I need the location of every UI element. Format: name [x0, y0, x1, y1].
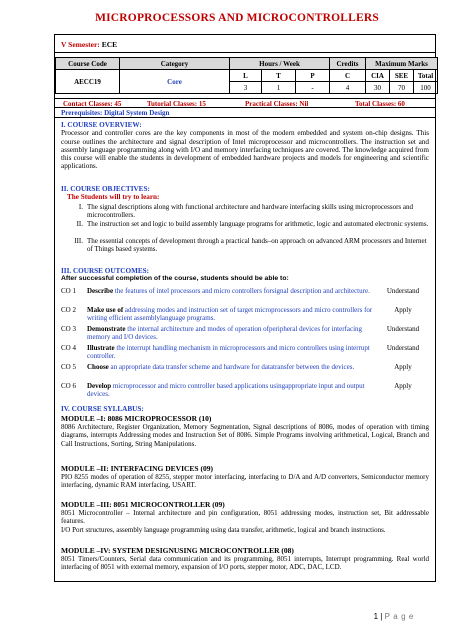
tutorial-classes: Tutorial Classes: 15: [147, 100, 206, 108]
prerequisites: Prerequisites: Digital System Design: [55, 108, 435, 118]
course-table: [55, 57, 438, 94]
objectives-heading: II. COURSE OBJECTIVES:: [61, 185, 150, 193]
sub-header-see: SEE: [390, 70, 414, 82]
page-label: P a g e: [384, 612, 414, 621]
semester-label: V Semester:: [61, 40, 100, 49]
course-code: AECC19: [56, 70, 120, 94]
syllabus-module: MODULE –IV: SYSTEM DESIGNUSING MICROCONTROLLER (08) 8051 Timers/Counters, Serial data communication and its programming, 8051 interrupts, Interrupt programming. Real world interfacing of 8051 with external memory, expansion of I/O ports, stepper motor, ADC, DAC, LCD.: [61, 546, 429, 572]
contact-classes: Contact Classes: 45: [63, 100, 122, 108]
page-number: 1: [373, 612, 379, 621]
objectives-intro: The Students will try to learn:: [67, 193, 160, 202]
semester-value: ECE: [101, 40, 118, 49]
syllabus-heading: IV. COURSE SYLLABUS:: [61, 405, 144, 413]
course-frame: V Semester: ECE Course Code Category Hours / Week Credits Maximum Marks AECC19 Core L T P C CIA SEE Total 3 1 - 4 30 70 100 Contact Classes: 45 Tutorial Classes: 15 Practical Classes: Nil Total Classes: 60 Prerequisites: Digital System Design I. COURSE OVERVIEW: Processor and controller cores are the key components in most of the modern embedded and system on-chip designs. This course outlines the architecture and signal description of Intel microprocessor and microcontrollers. The instruction set and assembly language programming along with I/O and memory interfacing techniques are covered. The knowledge acquired from this course will enable the students in development of embedded hardware projects and models for engineering and scientific applications. II. COURSE OBJECTIVES: The Students will try to learn: I. The signal descriptions along with functional architecture and hardware interfacing skills using microprocessors and microcontrollers. II. The instruction set and logic to build assembly language programs for arithmetic, logic and automated electronic systems. III. The essential concepts of development through a practical hands–on approach on advanced ARM processors and Internet of Things based systems. III. COURSE OUTCOMES: After successful completion of the course, students should be able to: CO 1 Describe the features of intel processors and micro controllers forsignal description and architecture. Understand CO 2 Make use of addressing modes and instruction set of target microprocessors and micro controllers for writing efficient assemblylanguage programs. Apply CO 3 Demonstrate the internal architecture and modes of operation ofperipheral devices for interfacing memory and I/O devices. Understand CO 4 Illustrate the interrupt handling mechanism in microprocessors and micro controllers using interrupt controller. Understand CO 5 Choose an appropriate data transfer scheme and hardware for datatransfer between the devices. Apply CO 6 Develop microprocessor and micro controller based applications usingappropriate input and output devices. Apply IV. COURSE SYLLABUS: MODULE –I: 8086 MICROPROCESSOR (10) 8086 Architecture, Register Organization, Memory Segmentation, Signal descriptions of 8086, modes of operation with timing diagrams, interrupts Addressing modes and Instruction Set of 8086. Simple Programs involving arithmetical, Logical, Branch and Call Instructions, Sorting, String Manipulations. MODULE –II: INTERFACING DEVICES (09) PIO 8255 modes of operation of 8255, stepper motor interfacing, interfacing to D/A and A/D converters, Semiconductor memory interfacing, dynamic RAM interfacing, USART. MODULE –III: 8051 MICROCONTROLLER (09) 8051 Microcontroller – Internal architecture and pin configuration, 8051 addressing modes, instruction set, Bit addressable features. I/O Port structures, assembly language programming using data transfer, arithmetic, logical and branch instructions. MODULE –IV: SYSTEM DESIGNUSING MICROCONTROLLER (08) 8051 Timers/Counters, Serial data communication and its programming, 8051 interrupts, Interrupt programming. Real world interfacing of 8051 with external memory, expansion of I/O ports, stepper motor, ADC, DAC, LCD.: [54, 34, 436, 582]
header-hours: Hours / Week: [230, 58, 330, 70]
contact-classes-row: [55, 98, 435, 108]
course-category: Core: [120, 70, 230, 94]
course-objectives: [61, 185, 429, 202]
value-cia: 30: [366, 82, 390, 94]
practical-classes: Practical Classes: Nil: [245, 100, 309, 108]
sub-header-t: T: [262, 70, 296, 82]
page-separator: |: [380, 612, 383, 621]
outcomes-intro: After successful completion of the course, students should be able to:: [61, 275, 289, 283]
value-c: 4: [330, 82, 366, 94]
course-syllabus: [61, 405, 429, 413]
course-overview: [61, 121, 429, 171]
value-t: 1: [262, 82, 296, 94]
overview-heading: I. COURSE OVERVIEW:: [61, 121, 142, 129]
sub-header-c: C: [330, 70, 366, 82]
sub-header-total: Total: [414, 70, 438, 82]
overview-text: Processor and controller cores are the key components in most of the modern embedded and system on-chip designs. This course outlines the architecture and signal description of Intel microprocessor and microcontrollers. The instruction set and assembly language programming along with I/O and memory interfacing techniques are covered. The knowledge acquired from this course will enable the students in development of embedded hardware projects and models for engineering and scientific applications.: [61, 129, 429, 171]
syllabus-module: MODULE –II: INTERFACING DEVICES (09) PIO 8255 modes of operation of 8255, stepper motor interfacing, interfacing to D/A and A/D converters, Semiconductor memory interfacing, dynamic RAM interfacing, USART.: [61, 464, 429, 490]
course-title: MICROPROCESSORS AND MICROCONTROLLERS: [95, 12, 379, 24]
page-footer: [374, 612, 414, 621]
sub-header-cia: CIA: [366, 70, 390, 82]
sub-header-l: L: [230, 70, 262, 82]
syllabus-module: MODULE –III: 8051 MICROCONTROLLER (09) 8051 Microcontroller – Internal architecture and pin configuration, 8051 addressing modes, instruction set, Bit addressable features. I/O Port structures, assembly language programming using data transfer, arithmetic, logical and branch instructions.: [61, 500, 429, 534]
value-total: 100: [414, 82, 438, 94]
outcomes-heading: III. COURSE OUTCOMES:: [61, 267, 150, 275]
header-credits: Credits: [330, 58, 366, 70]
course-outcomes: [61, 267, 429, 284]
value-see: 70: [390, 82, 414, 94]
header-max-marks: Maximum Marks: [366, 58, 438, 70]
semester-row: [55, 35, 435, 53]
header-course-code: Course Code: [56, 58, 120, 70]
sub-header-p: P: [296, 70, 330, 82]
value-p: -: [296, 82, 330, 94]
total-classes: Total Classes: 60: [355, 100, 405, 108]
header-category: Category: [120, 58, 230, 70]
syllabus-module: MODULE –I: 8086 MICROPROCESSOR (10) 8086 Architecture, Register Organization, Memory Segmentation, Signal descriptions of 8086, modes of operation with timing diagrams, interrupts Addressing modes and Instruction Set of 8086. Simple Programs involving arithmetical, Logical, Branch and Call Instructions, Sorting, String Manipulations.: [61, 414, 429, 448]
value-l: 3: [230, 82, 262, 94]
